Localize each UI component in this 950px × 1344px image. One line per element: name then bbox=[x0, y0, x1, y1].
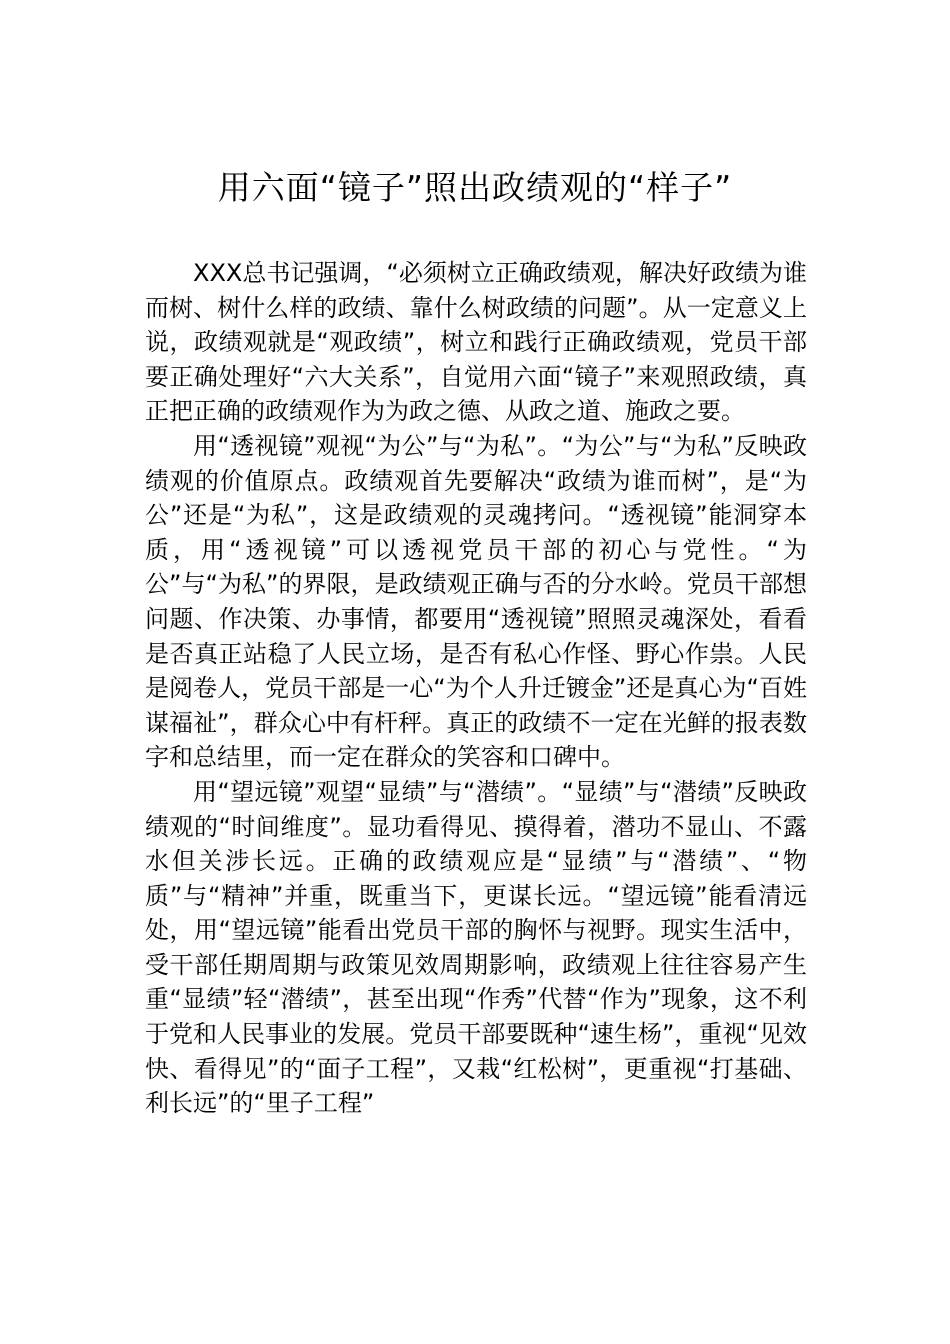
paragraph-intro: XXX总书记强调，“必须树立正确政绩观，解决好政绩为谁而树、树什么样的政绩、靠什么树政绩的问题”。从一定意义上说，政绩观就是“观政绩”，树立和践行正确政绩观，党员干部要正确处理好“六大关系”，自觉用六面“镜子”来观照政绩，真正把正确的政绩观作为为政之德、从政之道、施政之要。 bbox=[145, 259, 807, 426]
paragraph-perspective-mirror: 用“透视镜”观视“为公”与“为私”。“为公”与“为私”反映政绩观的价值原点。政绩观首先要解决“政绩为谁而树”，是“为公”还是“为私”，这是政绩观的灵魂拷问。“透视镜”能洞穿本质，用“透视镜”可以透视党员干部的初心与党性。“为公”与“为私”的界限，是政绩观正确与否的分水岭。党员干部想问题、作决策、办事情，都要用“透视镜”照照灵魂深处，看看是否真正站稳了人民立场，是否有私心作怪、野心作祟。人民是阅卷人，党员干部是一心“为个人升迁镀金”还是真心为“百姓谋福祉”，群众心中有杆秤。真正的政绩不一定在光鲜的报表数字和总结里，而一定在群众的笑容和口碑中。 bbox=[145, 431, 807, 772]
paragraph-telescope: 用“望远镜”观望“显绩”与“潜绩”。“显绩”与“潜绩”反映政绩观的“时间维度”。显功看得见、摸得着，潜功不显山、不露水但关涉长远。正确的政绩观应是“显绩”与“潜绩”、“物质”与“精神”并重，既重当下，更谋长远。“望远镜”能看清远处，用“望远镜”能看出党员干部的胸怀与视野。现实生活中，受干部任期周期与政策见效周期影响，政绩观上往往容易产生重“显绩”轻“潜绩”，甚至出现“作秀”代替“作为”现象，这不利于党和人民事业的发展。党员干部要既种“速生杨”，重视“见效快、看得见”的“面子工程”，又栽“红松树”，更重视“打基础、利长远”的“里子工程” bbox=[145, 777, 807, 1118]
document-title: 用六面“镜子”照出政绩观的“样子” bbox=[217, 168, 733, 207]
document-body bbox=[145, 256, 807, 1121]
